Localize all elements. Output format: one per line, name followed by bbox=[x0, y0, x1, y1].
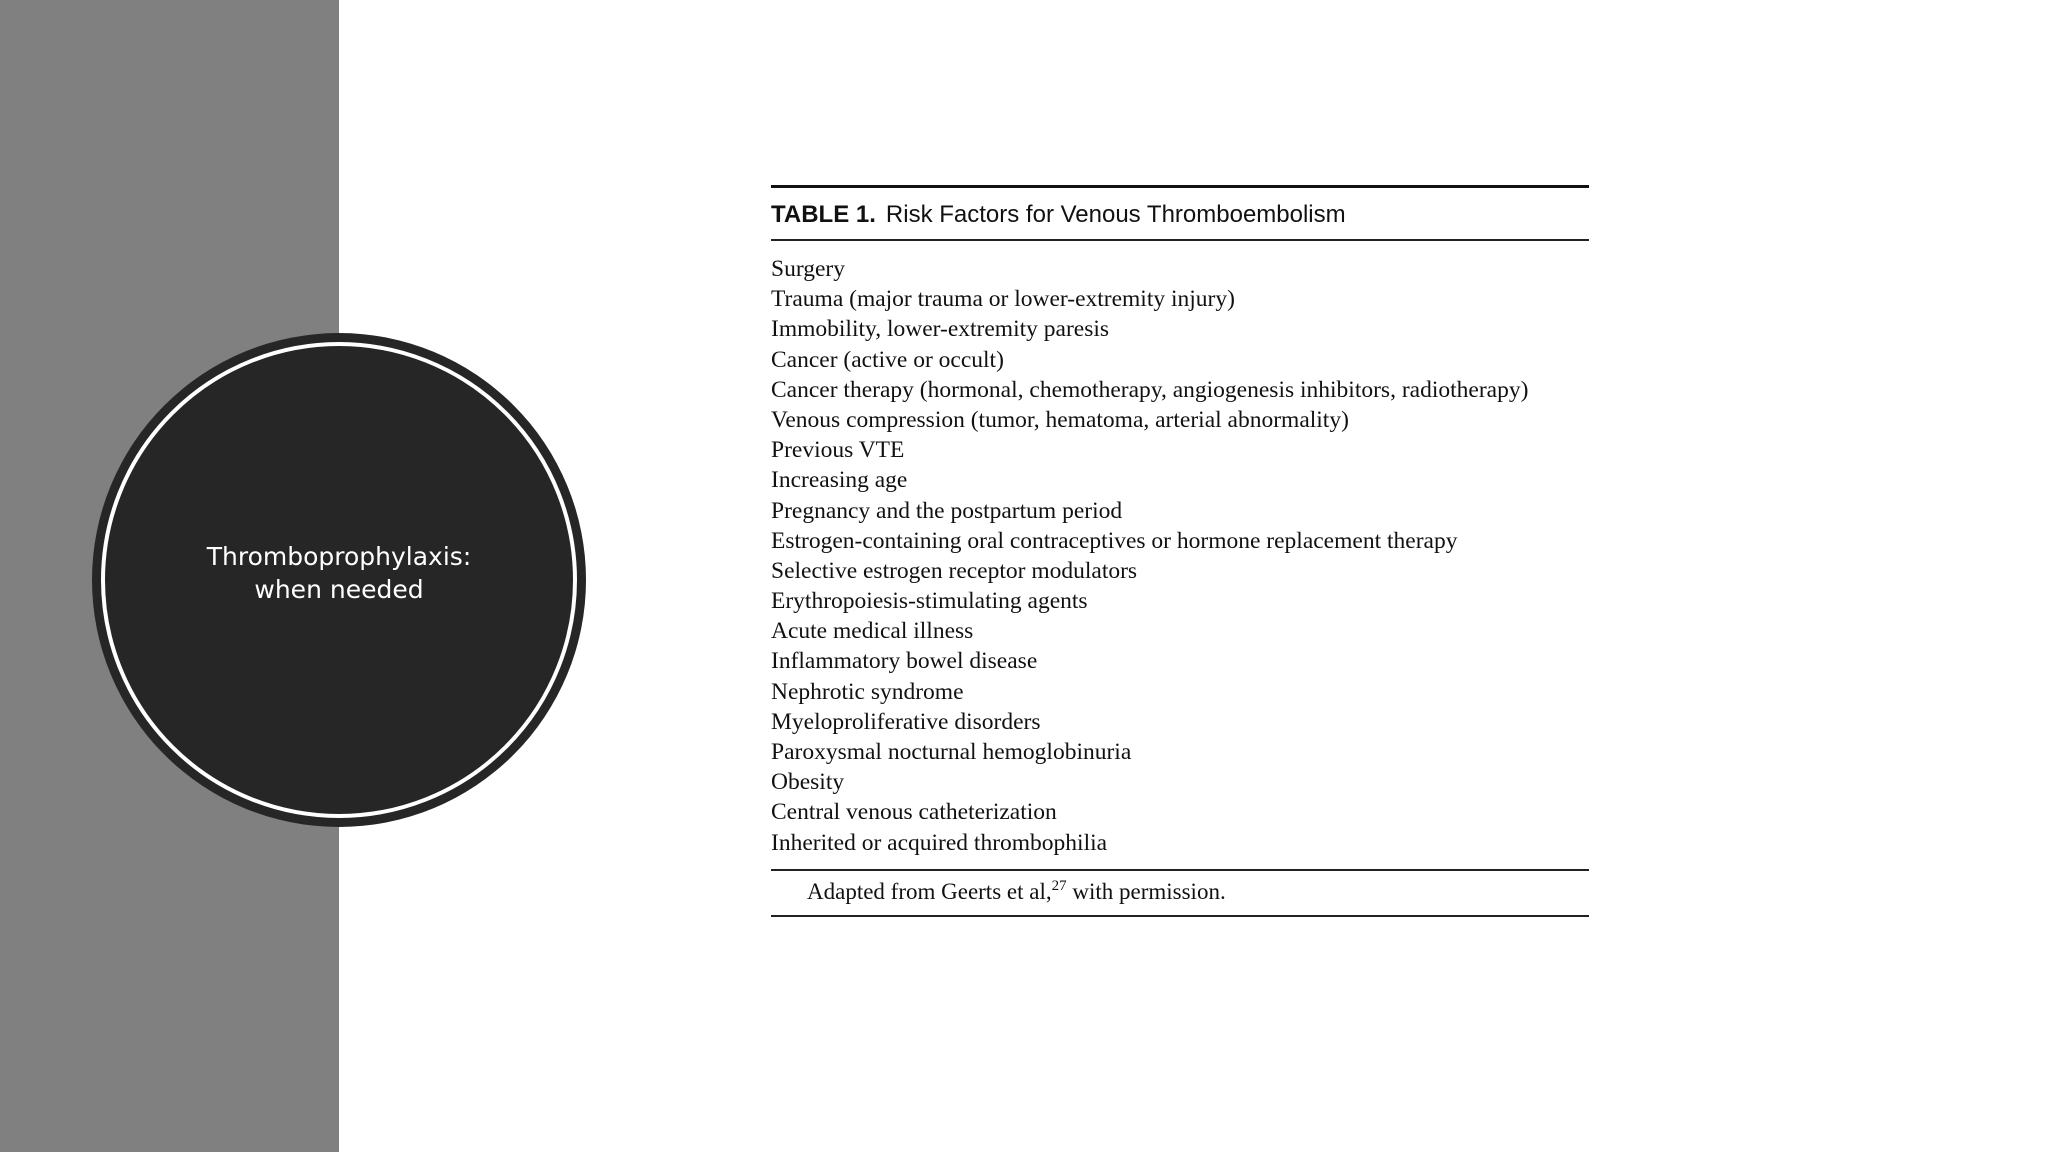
footnote-permission: with permission. bbox=[1066, 878, 1226, 904]
table-row: Selective estrogen receptor modulators bbox=[771, 557, 1138, 584]
slide-title: Thromboprophylaxis: when needed bbox=[206, 542, 472, 604]
table-row: Pregnancy and the postpartum period bbox=[771, 497, 1123, 524]
table-rows bbox=[771, 241, 1589, 869]
table-row: Erythropoiesis-stimulating agents bbox=[771, 588, 1088, 615]
table-footnote bbox=[771, 871, 1589, 915]
table-row: Venous compression (tumor, hematoma, arterial abnormality) bbox=[771, 406, 1349, 433]
table-row: Acute medical illness bbox=[771, 618, 974, 645]
footnote-text: Adapted from Geerts et al, bbox=[807, 878, 1052, 904]
table-caption-text: Risk Factors for Venous Thromboembolism bbox=[885, 201, 1346, 228]
footnote-reference: 27 bbox=[1051, 877, 1067, 894]
table-caption bbox=[771, 188, 1589, 239]
table-row: Paroxysmal nocturnal hemoglobinuria bbox=[771, 739, 1132, 765]
table-row: Surgery bbox=[771, 256, 845, 282]
table-row: Nephrotic syndrome bbox=[771, 678, 964, 705]
table-row: Myeloproliferative disorders bbox=[771, 708, 1041, 735]
table-row: Central venous catheterization bbox=[771, 799, 1057, 826]
table-row: Increasing age bbox=[771, 467, 908, 494]
table-row: Inflammatory bowel disease bbox=[771, 648, 1038, 675]
table-row: Inherited or acquired thrombophilia bbox=[771, 829, 1108, 856]
table-row: Trauma (major trauma or lower-extremity injury) bbox=[771, 286, 1235, 313]
table-caption-label: TABLE 1. bbox=[771, 201, 876, 228]
table-bottom-rule bbox=[771, 915, 1589, 917]
table-row: Estrogen-containing oral contraceptives or hormone replacement therapy bbox=[771, 527, 1458, 554]
risk-factor-table bbox=[771, 185, 1589, 917]
table-row: Cancer therapy (hormonal, chemotherapy, angiogenesis inhibitors, radiotherapy) bbox=[771, 376, 1529, 403]
table-row: Cancer (active or occult) bbox=[771, 346, 1004, 373]
table-row: Immobility, lower-extremity paresis bbox=[771, 316, 1110, 343]
table-row: Obesity bbox=[771, 769, 845, 796]
table-row: Previous VTE bbox=[771, 437, 905, 464]
